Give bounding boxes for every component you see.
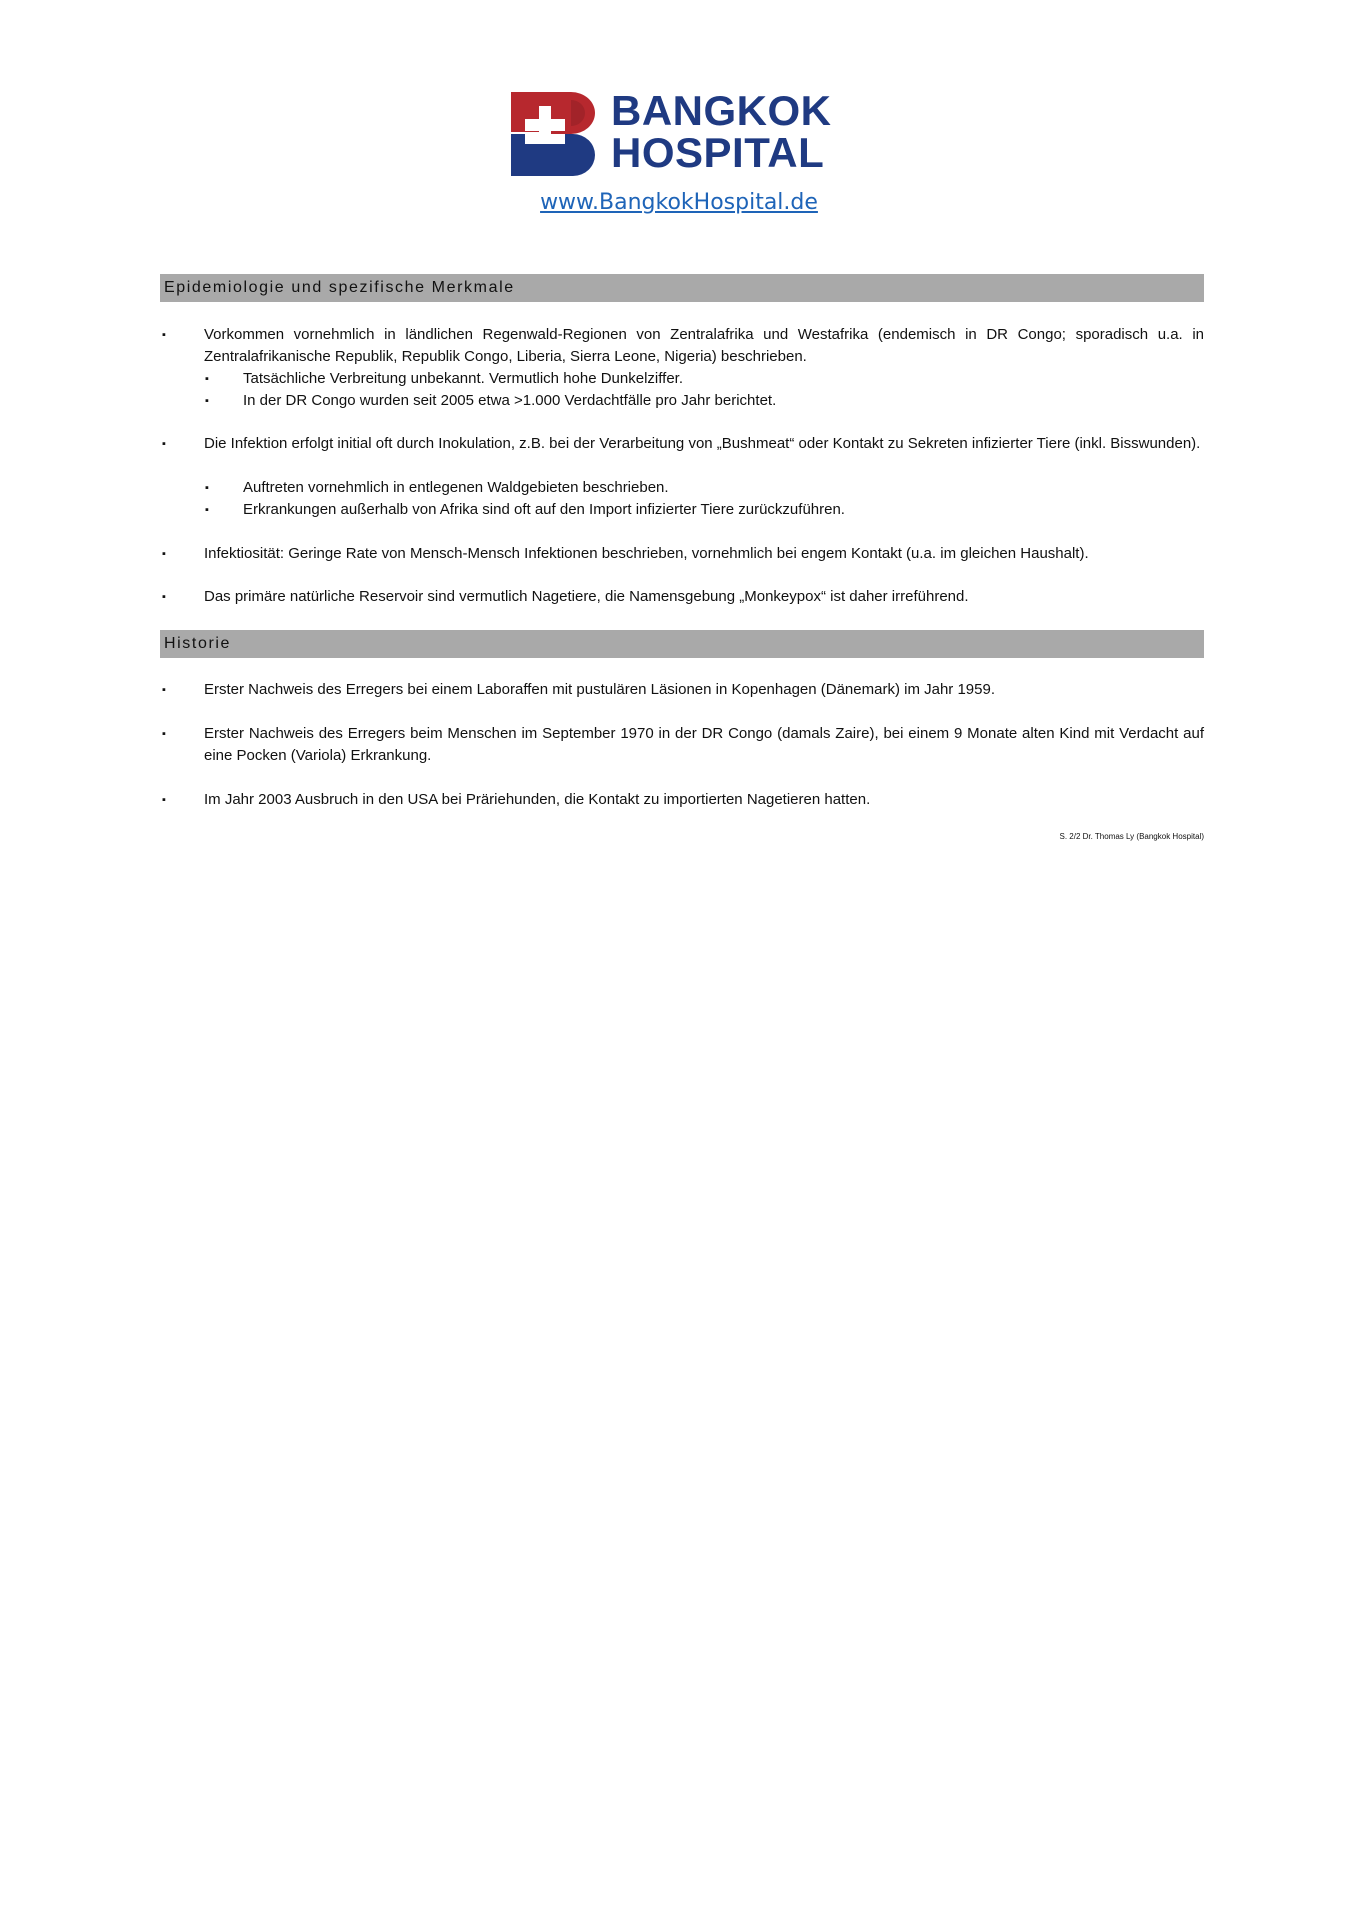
bullet-text: Erster Nachweis des Erregers beim Menschen im September 1970 in der DR Congo (damals Zaire), bei einem 9 Monate alten Kind mit Verdacht auf eine Pocken (Variola) Erkrankung. bbox=[204, 725, 1204, 764]
bullet-icon: ▪ bbox=[162, 684, 166, 696]
bullet-icon: ▪ bbox=[162, 548, 166, 560]
bullet-icon: ▪ bbox=[205, 395, 209, 407]
sub-bullet-text: In der DR Congo wurden seit 2005 etwa >1.000 Verdachtfälle pro Jahr berichtet. bbox=[243, 392, 777, 409]
sub-bullet-text: Erkrankungen außerhalb von Afrika sind oft auf den Import infizierter Tiere zurückzuführen. bbox=[243, 501, 845, 518]
section-header-historie: Historie bbox=[160, 630, 1204, 658]
bullet-icon: ▪ bbox=[162, 329, 166, 341]
bullet-text: Erster Nachweis des Erregers bei einem Laboraffen mit pustulären Läsionen in Kopenhagen (Dänemark) im Jahr 1959. bbox=[204, 681, 995, 698]
bullet-icon: ▪ bbox=[162, 794, 166, 806]
website-link[interactable]: www.BangkokHospital.de bbox=[540, 190, 818, 215]
bullet-text: Das primäre natürliche Reservoir sind vermutlich Nagetiere, die Namensgebung „Monkeypox“ ist daher irreführend. bbox=[204, 588, 969, 605]
bullet-text: Vorkommen vornehmlich in ländlichen Regenwald-Regionen von Zentralafrika und Westafrika (endemisch in DR Congo; sporadisch u.a. in Zentralafrikanische Republik, Republik Congo, Liberia, Sierra Leone, Nigeria) beschrieben. bbox=[204, 326, 1204, 365]
page-footer: S. 2/2 Dr. Thomas Ly (Bangkok Hospital) bbox=[1059, 832, 1204, 841]
logo-wordmark bbox=[611, 87, 832, 176]
bullet-text: Im Jahr 2003 Ausbruch in den USA bei Präriehunden, die Kontakt zu importierten Nagetieren hatten. bbox=[204, 791, 871, 808]
bullet-icon: ▪ bbox=[162, 591, 166, 603]
hospital-logo bbox=[511, 87, 861, 182]
hospital-cross-logo-icon bbox=[511, 92, 595, 176]
sub-bullet-text: Tatsächliche Verbreitung unbekannt. Vermutlich hohe Dunkelziffer. bbox=[243, 370, 683, 387]
bullet-icon: ▪ bbox=[205, 482, 209, 494]
bullet-icon: ▪ bbox=[162, 438, 166, 450]
bullet-icon: ▪ bbox=[162, 728, 166, 740]
section-header-epidemiologie: Epidemiologie und spezifische Merkmale bbox=[160, 274, 1204, 302]
logo-line-1: BANGKOK bbox=[611, 87, 832, 134]
bullet-text: Die Infektion erfolgt initial oft durch Inokulation, z.B. bei der Verarbeitung von „Bushmeat“ oder Kontakt zu Sekreten infizierter Tiere (inkl. Bisswunden). bbox=[204, 435, 1201, 452]
bullet-icon: ▪ bbox=[205, 504, 209, 516]
sub-bullet-text: Auftreten vornehmlich in entlegenen Waldgebieten beschrieben. bbox=[243, 479, 669, 496]
logo-line-2: HOSPITAL bbox=[611, 129, 825, 176]
bullet-icon: ▪ bbox=[205, 373, 209, 385]
bullet-text: Infektiosität: Geringe Rate von Mensch-Mensch Infektionen beschrieben, vornehmlich bei engem Kontakt (u.a. im gleichen Haushalt). bbox=[204, 545, 1089, 562]
